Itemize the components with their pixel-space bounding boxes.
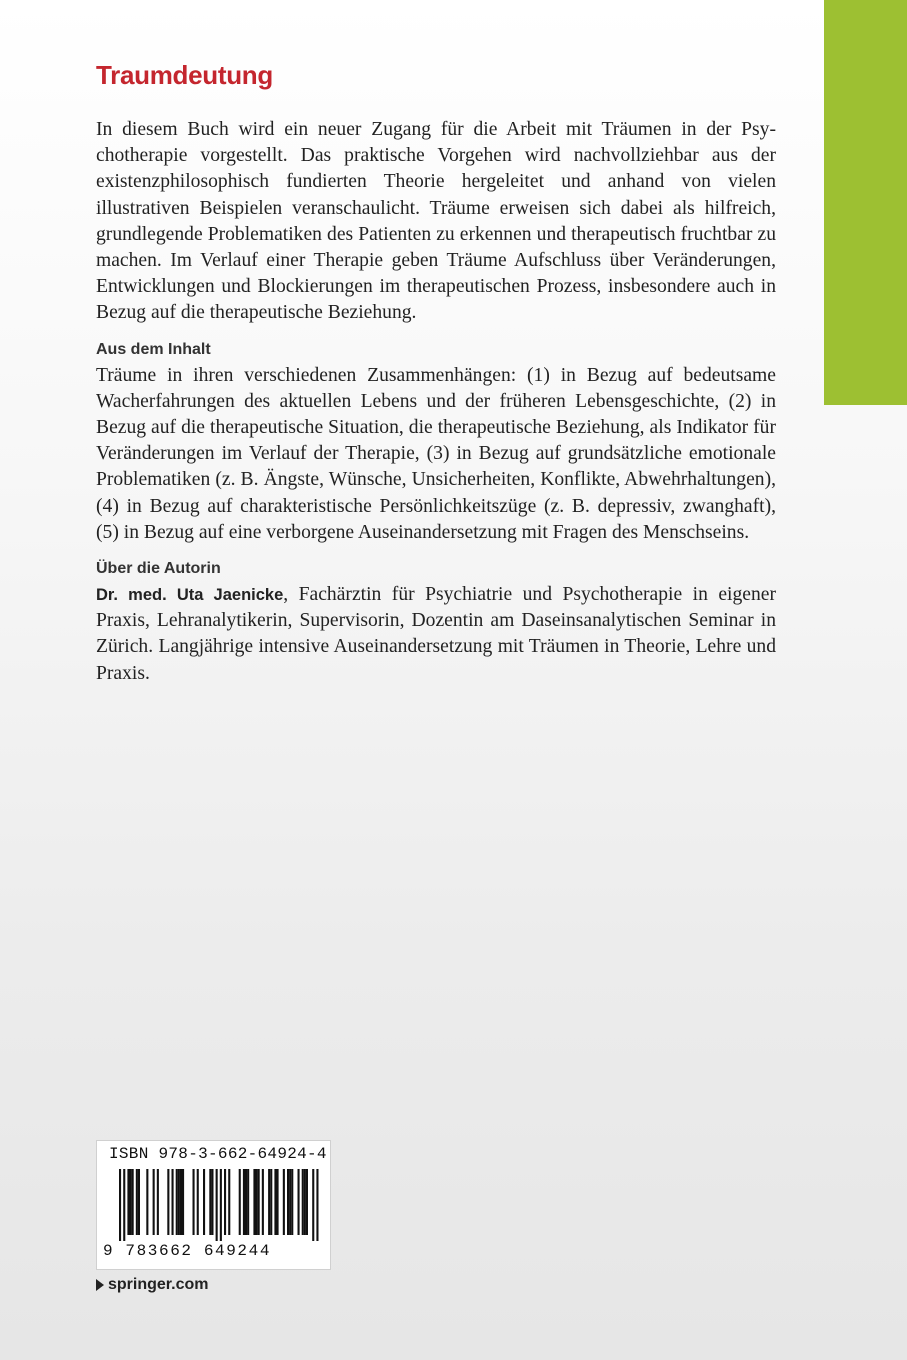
publisher-link-text: springer.com <box>108 1276 209 1293</box>
barcode-bar <box>258 1169 260 1235</box>
barcode-bar <box>268 1169 270 1235</box>
barcode-bar <box>262 1169 264 1235</box>
barcode-bar <box>287 1169 289 1235</box>
barcode-bar <box>119 1169 121 1241</box>
isbn-barcode <box>96 1140 331 1270</box>
barcode-bar <box>228 1169 230 1235</box>
publisher-link[interactable] <box>96 1276 208 1294</box>
barcode-bar <box>253 1169 255 1235</box>
author-paragraph <box>96 582 776 687</box>
barcode-bar <box>283 1169 285 1235</box>
isbn-label: ISBN 978-3-662-64924-4 <box>109 1145 327 1163</box>
barcode-bar <box>312 1169 314 1241</box>
barcode-bar <box>245 1169 247 1235</box>
intro-paragraph: In diesem Buch wird ein neuer Zugang für die Arbeit mit Träumen in der Psychotherapie vorgestellt. Das praktische Vorgehen wird nachvollziehbar aus der existenzphilosophisch fundierten Theorie hergeleitet und anhand von vielen illustrativen Beispielen veranschaulicht. Träume erweisen sich dabei als hilfreich, grundlegende Problematiken des Patienten zu erkennen und therapeutisch fruchtbar zu machen. Im Verlauf einer Therapie geben Träume Aufschluss über Veränderungen, Entwicklungen und Blockierungen im therapeutischen Prozess, insbesondere auch in Bezug auf die therapeutische Beziehung. <box>96 119 776 324</box>
barcode-bar <box>127 1169 129 1235</box>
barcode-bar <box>291 1169 293 1235</box>
barcode-bar <box>306 1169 308 1235</box>
author-name: Dr. med. Uta Jaenicke <box>96 586 284 605</box>
barcode-bar <box>243 1169 245 1235</box>
barcode-bar <box>247 1169 249 1235</box>
author-heading: Über die Autorin <box>96 560 221 578</box>
back-cover-content <box>96 60 776 687</box>
contents-paragraph: Träume in ihren verschiedenen Zusammenhängen: (1) in Bezug auf bedeutsame Wacherfahrungen des aktuellen Lebens und der früheren Lebensgeschichte, (2) in Bezug auf die therapeutische Situation, die therapeutische Beziehung, als Indikator für Veränderungen im Verlauf der Therapie, (3) in Bezug auf grundsätzliche emotionale Problematiken (z. B. Ängste, Wünsche, Unsicherheiten, Konflikte, Abwehrhaltungen), (4) in Bezug auf charakteristische Persönlichkeitszüge (z. B. depressiv, zwanghaft), (5) in Bezug auf eine verborgene Auseinandersetzung mit Fragen des Menschseins. <box>96 364 776 543</box>
barcode-bar <box>197 1169 199 1235</box>
arrow-right-icon <box>96 1279 104 1291</box>
barcode-bar <box>209 1169 211 1235</box>
barcode-bar <box>182 1169 184 1235</box>
barcode-bar <box>178 1169 180 1235</box>
barcode-bar <box>180 1169 182 1235</box>
author-bio: , Fachärztin für Psychiatrie und Psychotherapie in eigener Praxis, Lehranalytikerin, Supervisorin, Dozentin am Daseinsanalytischen Seminar in Zürich. Langjährige intensive Auseinandersetzung mit Träumen in Theorie, Lehre und Praxis. <box>96 584 776 684</box>
barcode-bar <box>138 1169 140 1235</box>
barcode-bar <box>211 1169 213 1235</box>
barcode-bar <box>289 1169 291 1235</box>
barcode-bar <box>123 1169 125 1241</box>
barcode-bar <box>256 1169 258 1235</box>
barcode-bar <box>239 1169 241 1235</box>
barcode-bar <box>203 1169 205 1235</box>
barcode-bar <box>172 1169 174 1235</box>
barcode-bar <box>270 1169 272 1235</box>
barcode-bar <box>157 1169 159 1235</box>
barcode-bar <box>216 1169 218 1241</box>
ean-digits: 9 783662 649244 <box>103 1242 272 1260</box>
barcode-bar <box>193 1169 195 1235</box>
barcode-bar <box>132 1169 134 1235</box>
barcode-bar <box>298 1169 300 1235</box>
barcode-bar <box>302 1169 304 1235</box>
book-title: Traumdeutung <box>96 60 273 90</box>
barcode-bar <box>153 1169 155 1235</box>
barcode-bar <box>220 1169 222 1241</box>
barcode-bar <box>277 1169 279 1235</box>
contents-heading: Aus dem Inhalt <box>96 340 211 358</box>
barcode-bars <box>97 1169 330 1241</box>
barcode-bar <box>146 1169 148 1235</box>
barcode-bar <box>316 1169 318 1241</box>
green-accent-tab <box>824 0 907 405</box>
barcode-bar <box>167 1169 169 1235</box>
barcode-bar <box>176 1169 178 1235</box>
barcode-bar <box>274 1169 276 1235</box>
barcode-bar <box>130 1169 132 1235</box>
barcode-bar <box>136 1169 138 1235</box>
barcode-bar <box>304 1169 306 1235</box>
barcode-bar <box>224 1169 226 1235</box>
